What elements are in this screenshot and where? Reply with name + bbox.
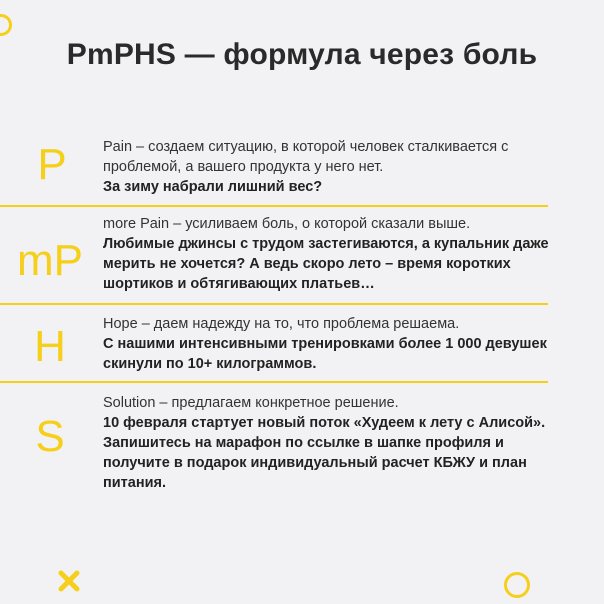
divider-2 <box>0 303 548 305</box>
divider-1 <box>0 205 548 207</box>
desc-solution: – предлагаем конкретное решение. <box>155 395 399 411</box>
desc-pain: – создаем ситуацию, в которой человек сталкивается с проблемой, а вашего продукта у него нет. <box>103 139 509 175</box>
page-title: PmPHS — формула через боль <box>66 38 538 71</box>
term-solution: Solution <box>103 395 156 411</box>
divider-3 <box>0 381 548 383</box>
term-pain: Pain <box>103 139 133 155</box>
desc-more-pain: – усиливаем боль, о которой сказали выше. <box>169 216 471 232</box>
decor-circle-top-left <box>0 14 12 36</box>
section-more-pain <box>103 214 573 294</box>
example-hope: С нашими интенсивными тренировками более 1 000 девушек скинули по 10+ килограммов. <box>103 336 547 372</box>
section-hope <box>103 314 573 374</box>
example-solution: 10 февраля стартует новый поток «Худеем к лету с Алисой». Запишитесь на марафон по ссылке в шапке профиля и получите в подарок индивидуальный расчет КБЖУ и план питания. <box>103 415 546 491</box>
letter-s: S <box>35 412 65 461</box>
letter-h: H <box>34 322 66 371</box>
example-more-pain: Любимые джинсы с трудом застегиваются, а купальник даже мерить не хочется? А ведь скоро лето – время коротких шортиков и обтягивающих платьев… <box>103 236 549 292</box>
section-solution <box>103 393 573 493</box>
term-hope: Hope <box>103 316 138 332</box>
desc-hope: – даем надежду на то, что проблема решаема. <box>137 316 460 332</box>
section-pain <box>103 137 573 197</box>
letter-p: P <box>37 140 67 189</box>
decor-circle-bottom-right <box>504 572 530 598</box>
letter-mp: mP <box>17 236 83 285</box>
decor-cross-icon <box>58 570 80 592</box>
term-more-pain: more Pain <box>103 216 170 232</box>
example-pain: За зиму набрали лишний вес? <box>103 179 323 195</box>
